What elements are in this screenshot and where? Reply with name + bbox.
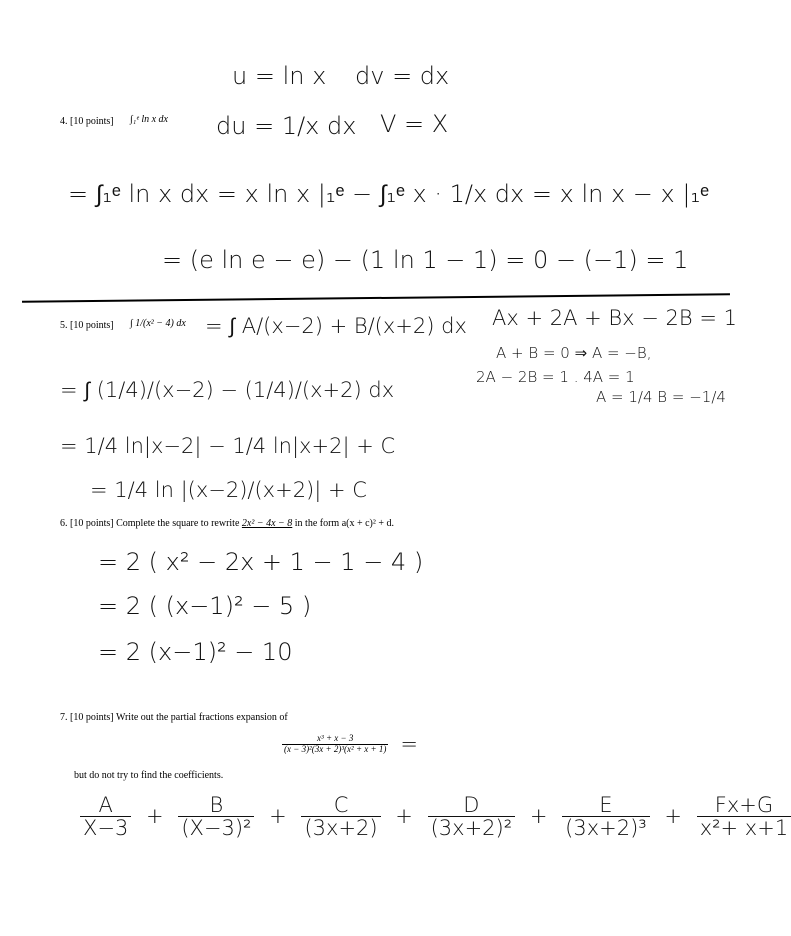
p5-eq2: A + B = 0 ⇒ A = −B, [496,344,652,362]
p6-work-line1: = 2 ( x² − 2x + 1 − 1 − 4 ) [98,548,424,576]
p6-work-line3: = 2 (x−1)² − 10 [98,638,293,666]
p5-setup: = ∫ A/(x−2) + B/(x+2) dx [205,314,467,338]
p7-prompt2: but do not try to find the coefficients. [74,770,224,781]
p7-term-a [80,794,131,839]
p7-term-d-num: D [428,794,516,817]
p7-label: 7. [10 points] [60,712,114,723]
p5-work-line2: = 1/4 ln|x−2| − 1/4 ln|x+2| + C [60,434,396,458]
p4-integral: ∫₁ᵉ ln x dx [130,114,168,125]
p7-expansion [80,794,791,839]
p7-term-f [697,794,791,839]
p7-term-e-den: (3x+2)³ [565,816,647,841]
p7-equals: = [400,732,418,756]
p5-eq1: Ax + 2A + Bx − 2B = 1 [492,306,737,330]
p7-term-a-den: X−3 [83,816,129,841]
p7-term-c [301,794,380,839]
p4-du-sub: du = 1/x dx [216,112,357,140]
plus-sign: + [664,803,682,828]
p7-term-d-den: (3x+2)² [430,816,513,841]
p5-eq3: 2A − 2B = 1 . 4A = 1 [476,368,635,386]
p7-numerator: x³ + x − 3 [282,734,388,745]
p6-prompt-a: Complete the square to rewrite [116,518,240,529]
p7-denominator: (x − 3)²(3x + 2)³(x² + x + 1) [284,743,387,754]
p6-work-line2: = 2 ( (x−1)² − 5 ) [98,592,312,620]
p6-statement [60,518,394,529]
p4-v-sub: V = X [380,110,449,138]
p7-term-b [178,794,254,839]
p5-label: 5. [10 points] [60,320,114,331]
p7-rational-expression [282,732,418,756]
p7-term-d [428,794,516,839]
p7-term-c-den: (3x+2) [304,816,378,841]
p7-term-c-num: C [301,794,380,817]
p7-term-e [562,794,650,839]
p5-work-line1: = ∫ (1/4)/(x−2) − (1/4)/(x+2) dx [60,378,395,402]
plus-sign: + [269,803,287,828]
p7-prompt: Write out the partial fractions expansion of [115,712,288,723]
p5-integral: ∫ 1/(x² − 4) dx [130,318,186,329]
p6-expression: 2x² − 4x − 8 [241,518,293,529]
plus-sign: + [395,803,413,828]
plus-sign: + [529,803,548,828]
section-divider [22,293,730,302]
plus-sign: + [146,803,164,828]
p7-term-b-num: B [178,794,254,817]
p4-work-line1: = ∫₁ᵉ ln x dx = x ln x |₁ᵉ − ∫₁ᵉ x · 1/x dx = x ln x − x |₁ᵉ [68,180,709,208]
p7-term-f-den: x²+ x+1 [699,816,789,841]
p4-u-sub: u = ln x [232,62,327,90]
p4-dv-sub: dv = dx [355,62,450,90]
p5-eq4: A = 1/4 B = −1/4 [596,388,726,406]
p7-term-b-den: (X−3)² [181,816,252,841]
p7-fraction [282,734,388,755]
p7-term-e-num: E [562,794,650,817]
p7-term-f-num: Fx+G [697,794,791,817]
p4-label: 4. [10 points] [60,116,114,127]
p4-work-line2: = (e ln e − e) − (1 ln 1 − 1) = 0 − (−1) = 1 [162,246,689,274]
p5-work-line3: = 1/4 ln |(x−2)/(x+2)| + C [90,478,367,502]
p7-term-a-num: A [80,794,131,817]
p7-statement [60,712,288,723]
p6-label: 6. [10 points] [60,518,114,529]
p6-prompt-b: in the form a(x + c)² + d. [294,518,395,529]
